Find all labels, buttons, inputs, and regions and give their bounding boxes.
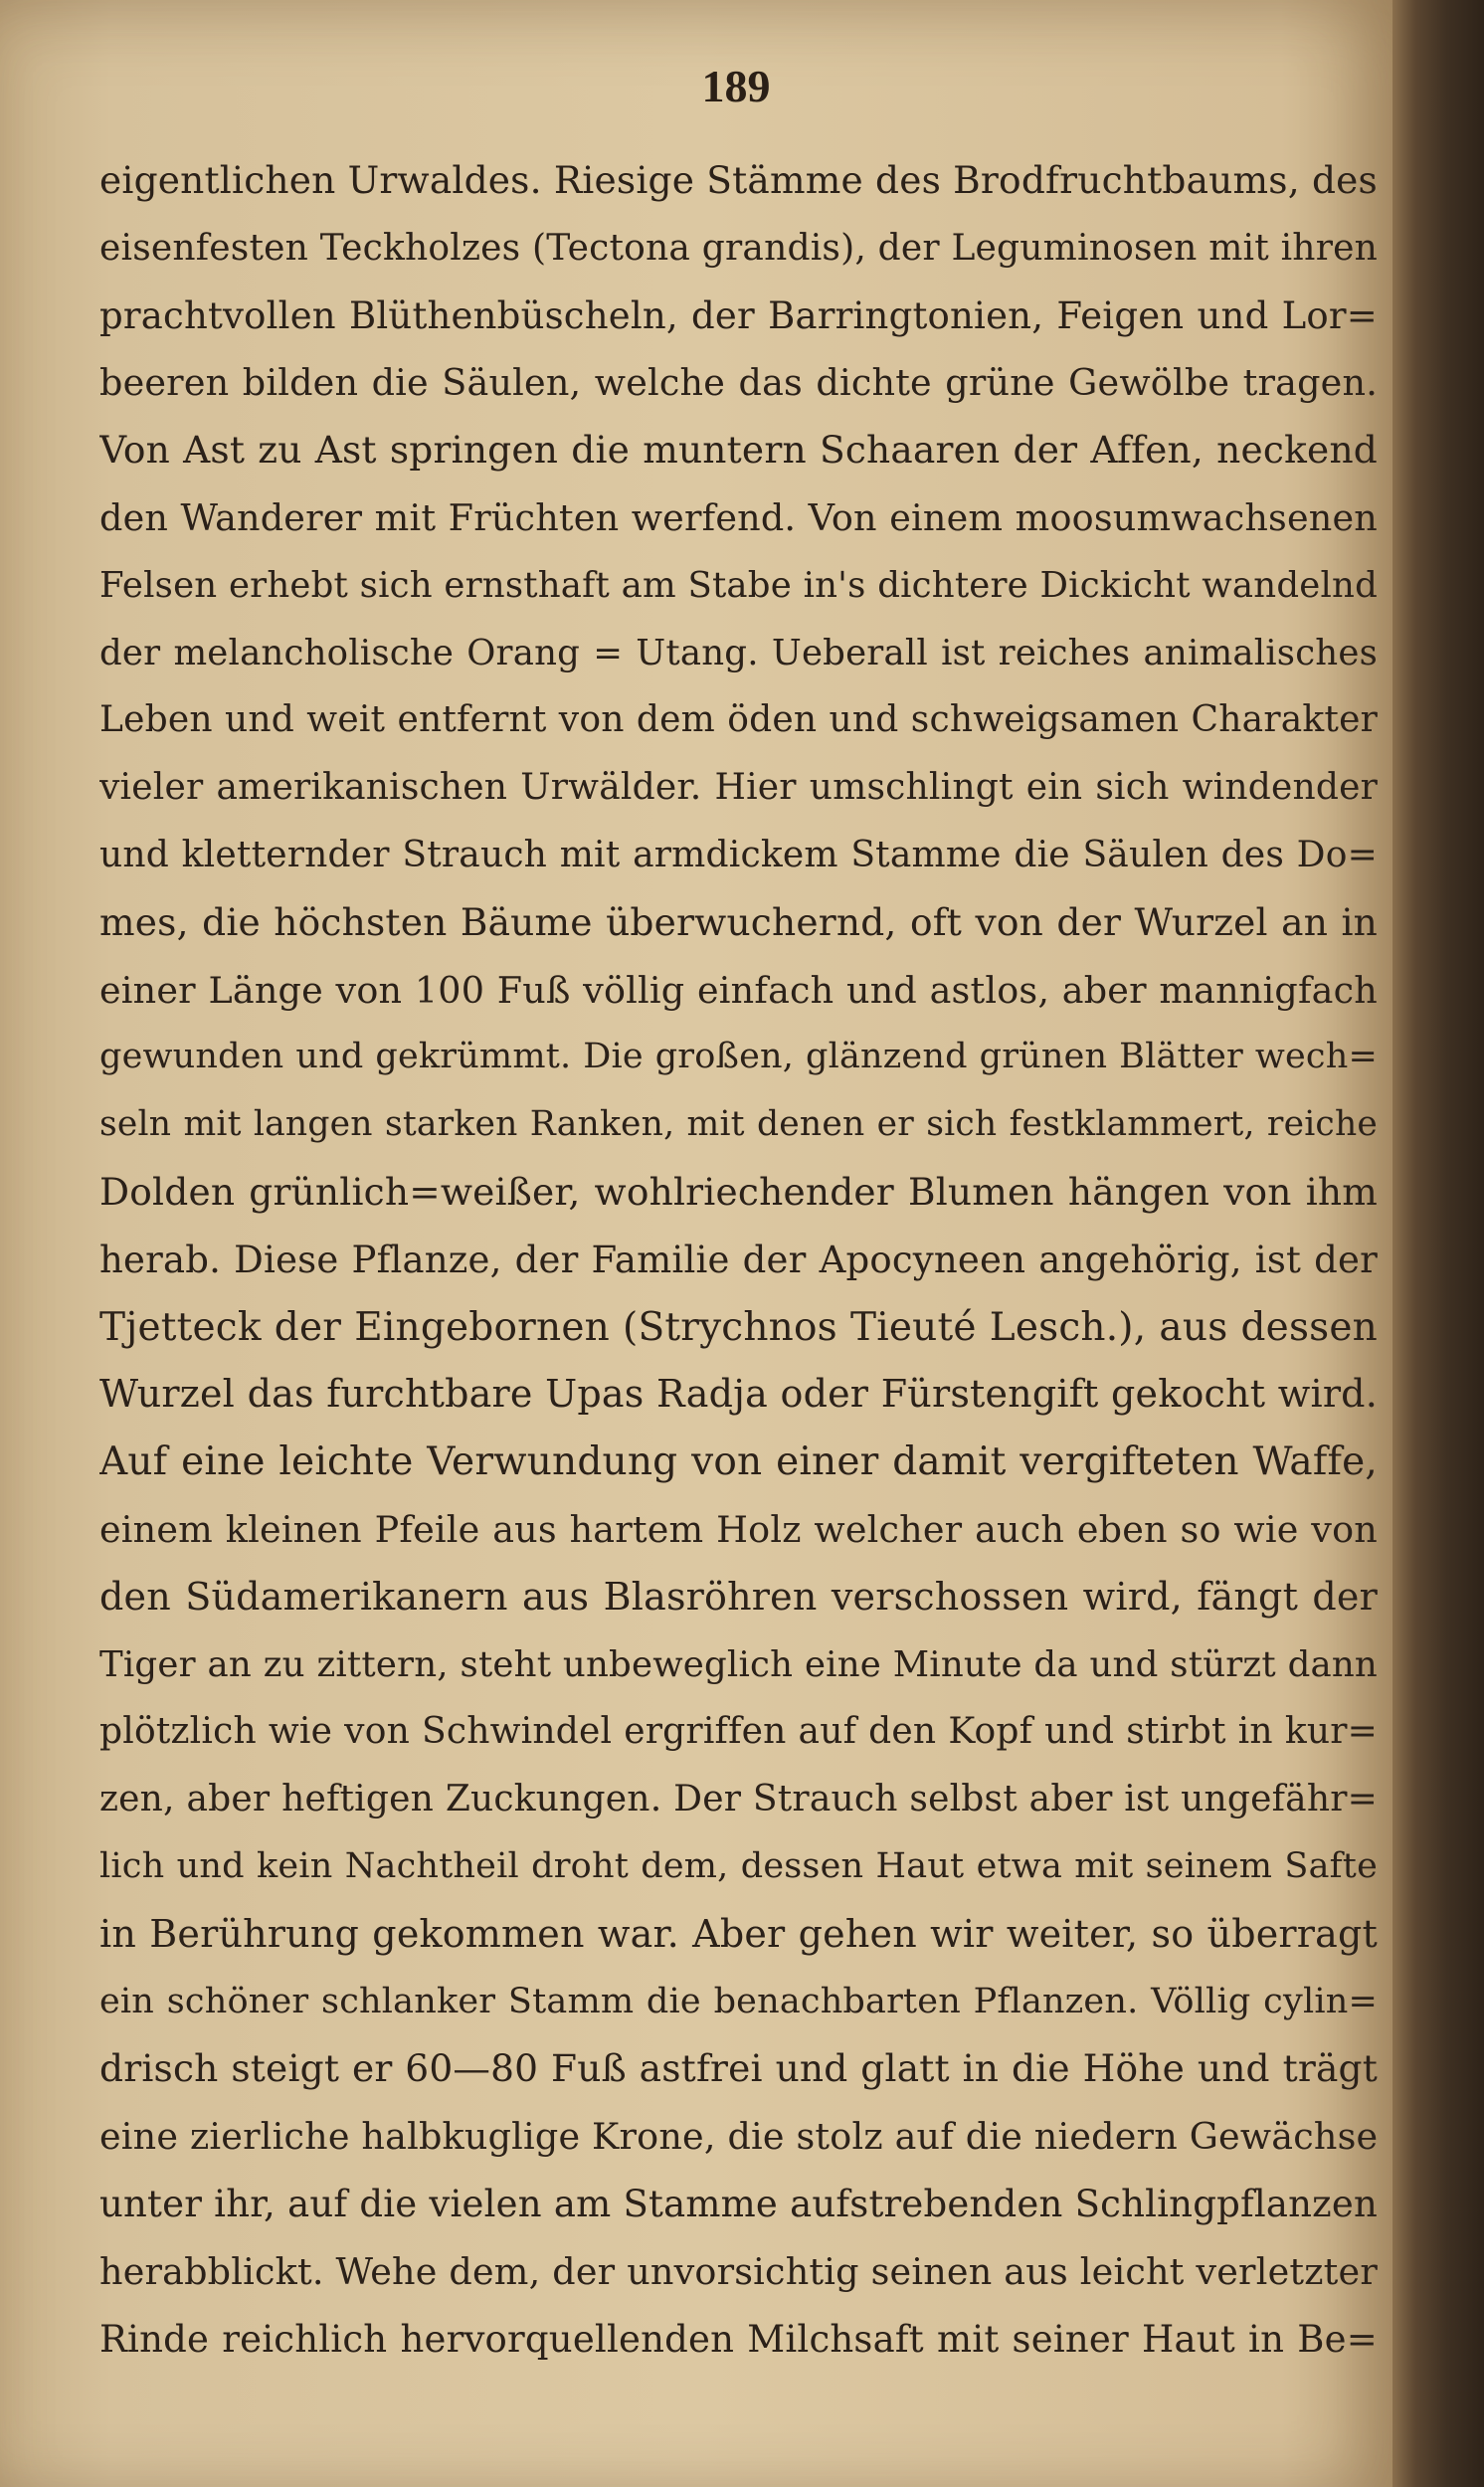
text-line: Rinde reichlich hervorquellenden Milchsaft mit seiner Haut in Be= <box>99 2317 1378 2361</box>
text-line: beeren bilden die Säulen, welche das dichte grüne Gewölbe tragen. <box>99 361 1378 405</box>
text-line: herab. Diese Pflanze, der Familie der Apocyneen angehörig, ist der <box>99 1238 1378 1281</box>
text-line: unter ihr, auf die vielen am Stamme aufstrebenden Schlingpflanzen <box>99 2182 1378 2225</box>
text-line: einer Länge von 100 Fuß völlig einfach und astlos, aber mannigfach <box>99 968 1378 1012</box>
text-line: Wurzel das furchtbare Upas Radja oder Fürstengift gekocht wird. <box>99 1372 1378 1417</box>
book-spine-edge <box>1392 0 1484 2487</box>
text-line: plötzlich wie von Schwindel ergriffen auf den Kopf und stirbt in kur= <box>99 1711 1378 1753</box>
text-line: drisch steigt er 60—80 Fuß astfrei und glatt in die Höhe und trägt <box>99 2046 1378 2091</box>
text-line: seln mit langen starken Ranken, mit denen er sich festklammert, reiche <box>99 1104 1378 1145</box>
text-line: vieler amerikanischen Urwälder. Hier umschlingt ein sich windender <box>99 767 1378 809</box>
text-line: ein schöner schlanker Stamm die benachbarten Pflanzen. Völlig cylin= <box>99 1981 1378 2021</box>
text-line: Leben und weit entfernt von dem öden und schweigsamen Charakter <box>99 699 1378 741</box>
text-line: zen, aber heftigen Zuckungen. Der Strauch selbst aber ist ungefähr= <box>99 1779 1378 1820</box>
text-line: den Südamerikanern aus Blasröhren verschossen wird, fängt der <box>99 1574 1378 1619</box>
text-line: der melancholische Orang = Utang. Ueberall ist reiches animalisches <box>99 632 1378 673</box>
page-number: 189 <box>701 61 771 111</box>
text-line: in Berührung gekommen war. Aber gehen wir weiter, so überragt <box>99 1911 1378 1956</box>
text-line: gewunden und gekrümmt. Die großen, glänzend grünen Blätter wech= <box>99 1037 1378 1077</box>
text-line: eine zierliche halbkuglige Krone, die stolz auf die niedern Gewächse <box>99 2115 1378 2159</box>
text-line: herabblickt. Wehe dem, der unvorsichtig seinen aus leicht verletzter <box>99 2249 1378 2293</box>
text-line: Tiger an zu zittern, steht unbeweglich eine Minute da und stürzt dann <box>99 1643 1378 1685</box>
text-line: Tjetteck der Eingebornen (Strychnos Tieuté Lesch.), aus dessen <box>99 1304 1378 1350</box>
text-line: eisenfesten Teckholzes (Tectona grandis), der Leguminosen mit ihren <box>99 227 1378 269</box>
text-line: Von Ast zu Ast springen die muntern Schaaren der Affen, neckend <box>99 428 1378 473</box>
text-line: einem kleinen Pfeile aus hartem Holz welcher auch eben so wie von <box>99 1507 1378 1551</box>
text-line: und kletternder Strauch mit armdickem Stamme die Säulen des Do= <box>99 834 1378 875</box>
text-line: Auf eine leichte Verwundung von einer damit vergifteten Waffe, <box>99 1439 1378 1485</box>
text-line: den Wanderer mit Früchten werfend. Von einem moosumwachsenen <box>99 495 1378 539</box>
text-line: Dolden grünlich=weißer, wohlriechender Blumen hängen von ihm <box>99 1169 1378 1214</box>
text-line: prachtvollen Blüthenbüscheln, der Barringtonien, Feigen und Lor= <box>99 293 1378 337</box>
text-line: mes, die höchsten Bäume überwuchernd, oft von der Wurzel an in <box>99 899 1378 944</box>
body-text <box>99 147 1378 2373</box>
text-line: eigentlichen Urwaldes. Riesige Stämme des Brodfruchtbaums, des <box>99 158 1378 202</box>
text-line: lich und kein Nachtheil droht dem, dessen Haut etwa mit seinem Safte <box>99 1845 1378 1886</box>
text-line: Felsen erhebt sich ernsthaft am Stabe in's dichtere Dickicht wandelnd <box>99 564 1378 606</box>
